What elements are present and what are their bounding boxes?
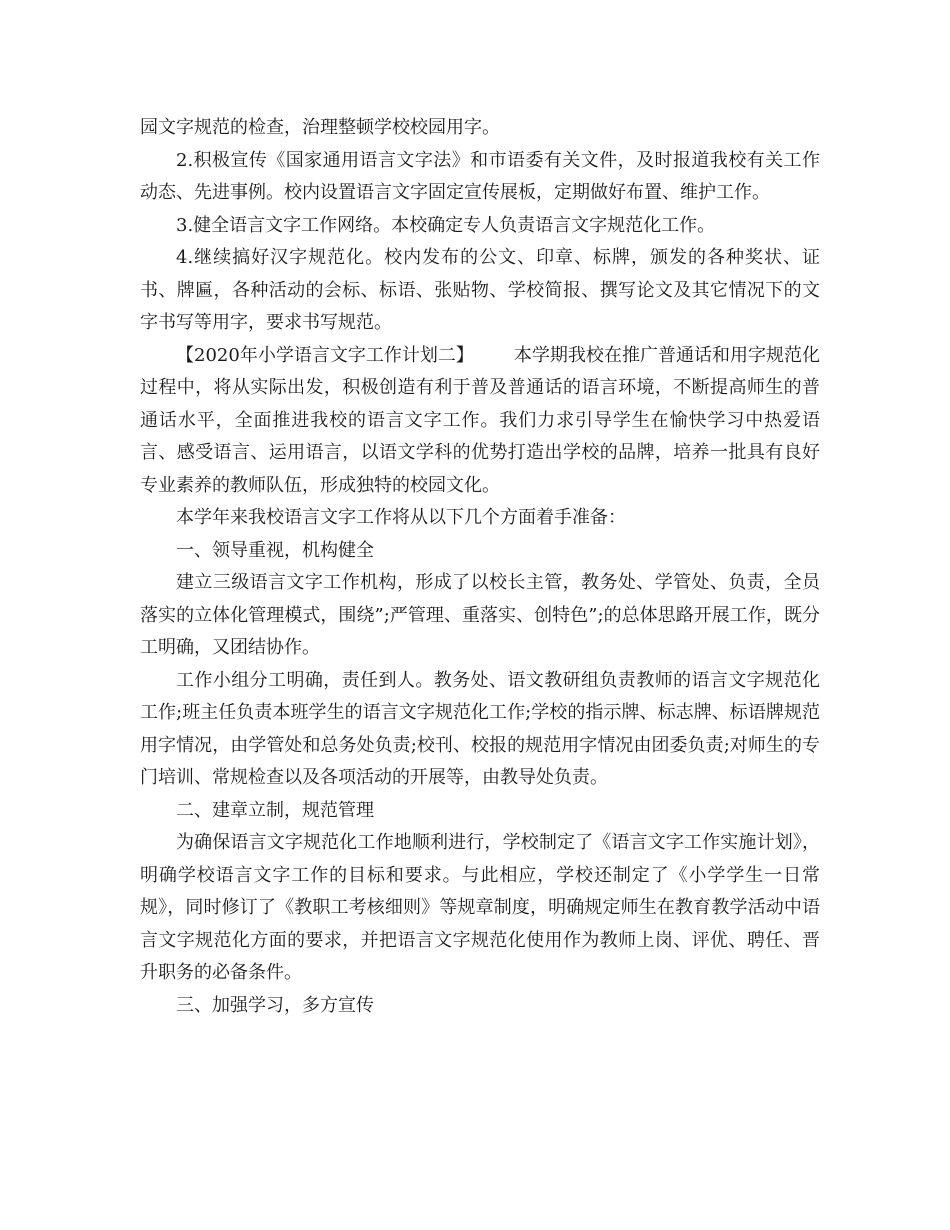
paragraph-item-3: 3.健全语言文字工作网络。本校确定专人负责语言文字规范化工作。 — [176, 214, 716, 236]
paragraph-organization: 建立三级语言文字工作机构，形成了以校长主管，教务处、学管处、负责，全员落实的立体化管理模式，围绕”;严管理、重落实、创特色”;的总体思路开展工作，既分工明确，又团结协作。 — [140, 572, 820, 658]
section-heading-3: 三、加强学习，多方宣传 — [176, 994, 374, 1016]
section-heading-2: 二、建章立制，规范管理 — [176, 799, 374, 821]
paragraph-continuation: 园文字规范的检查，治理整顿学校校园用字。 — [140, 117, 500, 138]
plan-two-heading: 【2020年小学语言文字工作计划二】 — [176, 344, 474, 366]
paragraph-responsibilities: 工作小组分工明确，责任到人。教务处、语文教研组负责教师的语言文字规范化工作;班主任负责本班学生的语言文字规范化工作;学校的指示牌、标志牌、标语牌规范用字情况，由学管处和总务处负责;校刊、校报的规范用字情况由团委负责;对师生的专门培训、常规检查以及各项活动的开展等，由教导处负责。 — [140, 669, 820, 788]
paragraph-item-4: 4.继续搞好汉字规范化。校内发布的公文、印章、标牌，颁发的各种奖状、证书、牌匾，各种活动的会标、标语、张贴物、学校简报、撰写论文及其它情况下的文字书写等用字，要求书写规范。 — [140, 247, 820, 333]
paragraph-item-2: 2.积极宣传《国家通用语言文字法》和市语委有关文件，及时报道我校有关工作动态、先进事例。校内设置语言文字固定宣传展板，定期做好布置、维护工作。 — [140, 149, 820, 203]
paragraph-regulations: 为确保语言文字规范化工作地顺利进行，学校制定了《语言文字工作实施计划》，明确学校语言文字工作的目标和要求。与此相应，学校还制定了《小学学生一日常规》，同时修订了《教职工考核细则》等规章制度，明确规定师生在教育教学活动中语言文字规范化方面的要求，并把语言文字规范化使用作为教师上岗、评优、聘任、晋升职务的必备条件。 — [140, 832, 820, 983]
paragraph-intro: 本学年来我校语言文字工作将从以下几个方面着手准备： — [176, 507, 626, 528]
section-heading-1: 一、领导重视，机构健全 — [176, 539, 374, 561]
plan-two-body: 本学期我校在推广普通话和用字规范化过程中，将从实际出发，积极创造有利于普及普通话的语言环境，不断提高师生的普通话水平，全面推进我校的语言文字工作。我们力求引导学生在愉快学习中热爱语言、感受语言、运用语言，以语文学科的优势打造出学校的品牌，培养一批具有良好专业素养的教师队伍，形成独特的校园文化。 — [140, 344, 821, 496]
document-page — [140, 112, 820, 1022]
plan-two-paragraph — [140, 340, 820, 503]
